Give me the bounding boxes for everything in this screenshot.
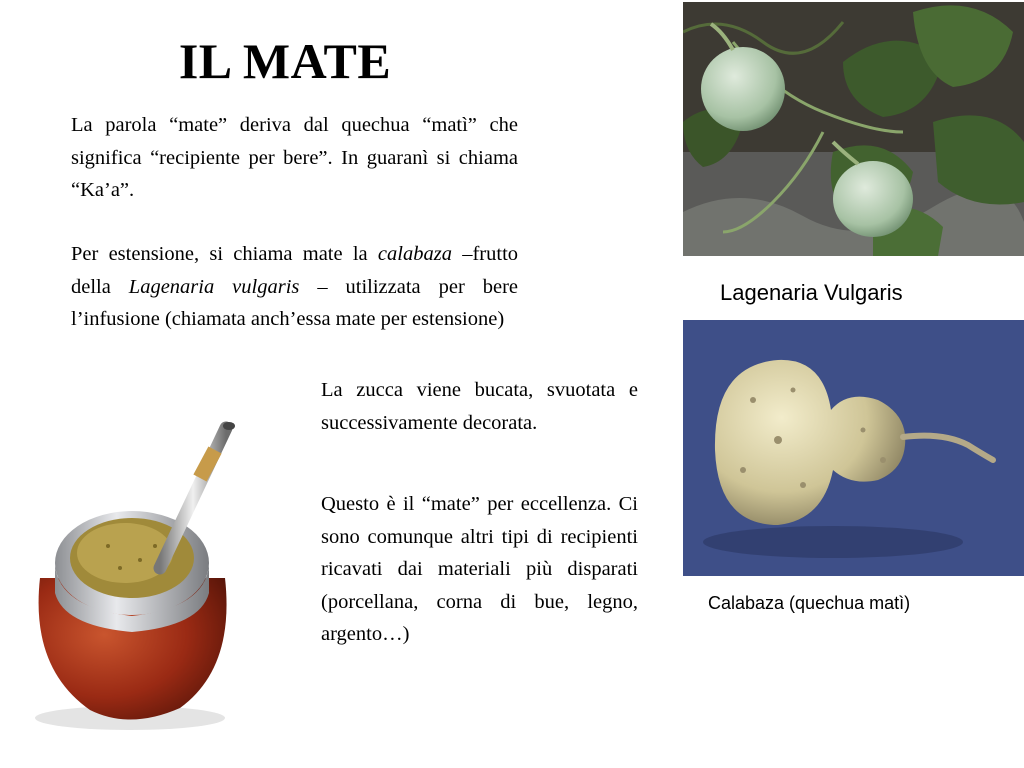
paragraph-calabaza-species: Lagenaria vulgaris (128, 275, 300, 298)
calabaza-gourd-photo (683, 320, 1024, 576)
lagenaria-plant-photo (683, 2, 1024, 256)
paragraph-calabaza-text-1: Per estensione, si chiama mate la (71, 243, 378, 265)
paragraph-etymology: La parola “mate” deriva dal quechua “matì” che significa “recipiente per bere”. In guaranì si chiama “Ka’a”. (71, 114, 518, 201)
paragraph-calabaza (71, 238, 518, 336)
slide-title: IL MATE (178, 33, 392, 89)
paragraph-preparation: La zucca viene bucata, svuotata e successivamente decorata. (321, 379, 638, 434)
paragraph-calabaza-term: calabaza (377, 243, 452, 265)
paragraph-calabaza-text-2: –frutto della (71, 243, 519, 298)
mate-cup-photo (20, 418, 242, 734)
gourd-caption: Calabaza (quechua matì) (708, 593, 911, 613)
paragraph-calabaza-text-3: – utilizzata per bere l’infusione (chiamata anch’essa mate per estensione) (71, 275, 519, 330)
plant-caption: Lagenaria Vulgaris (720, 280, 903, 305)
paragraph-other-vessels: Questo è il “mate” per eccellenza. Ci sono comunque altri tipi di recipienti ricavati dai materiali più disparati (porcellana, corna di bue, legno, argento…) (321, 493, 638, 645)
